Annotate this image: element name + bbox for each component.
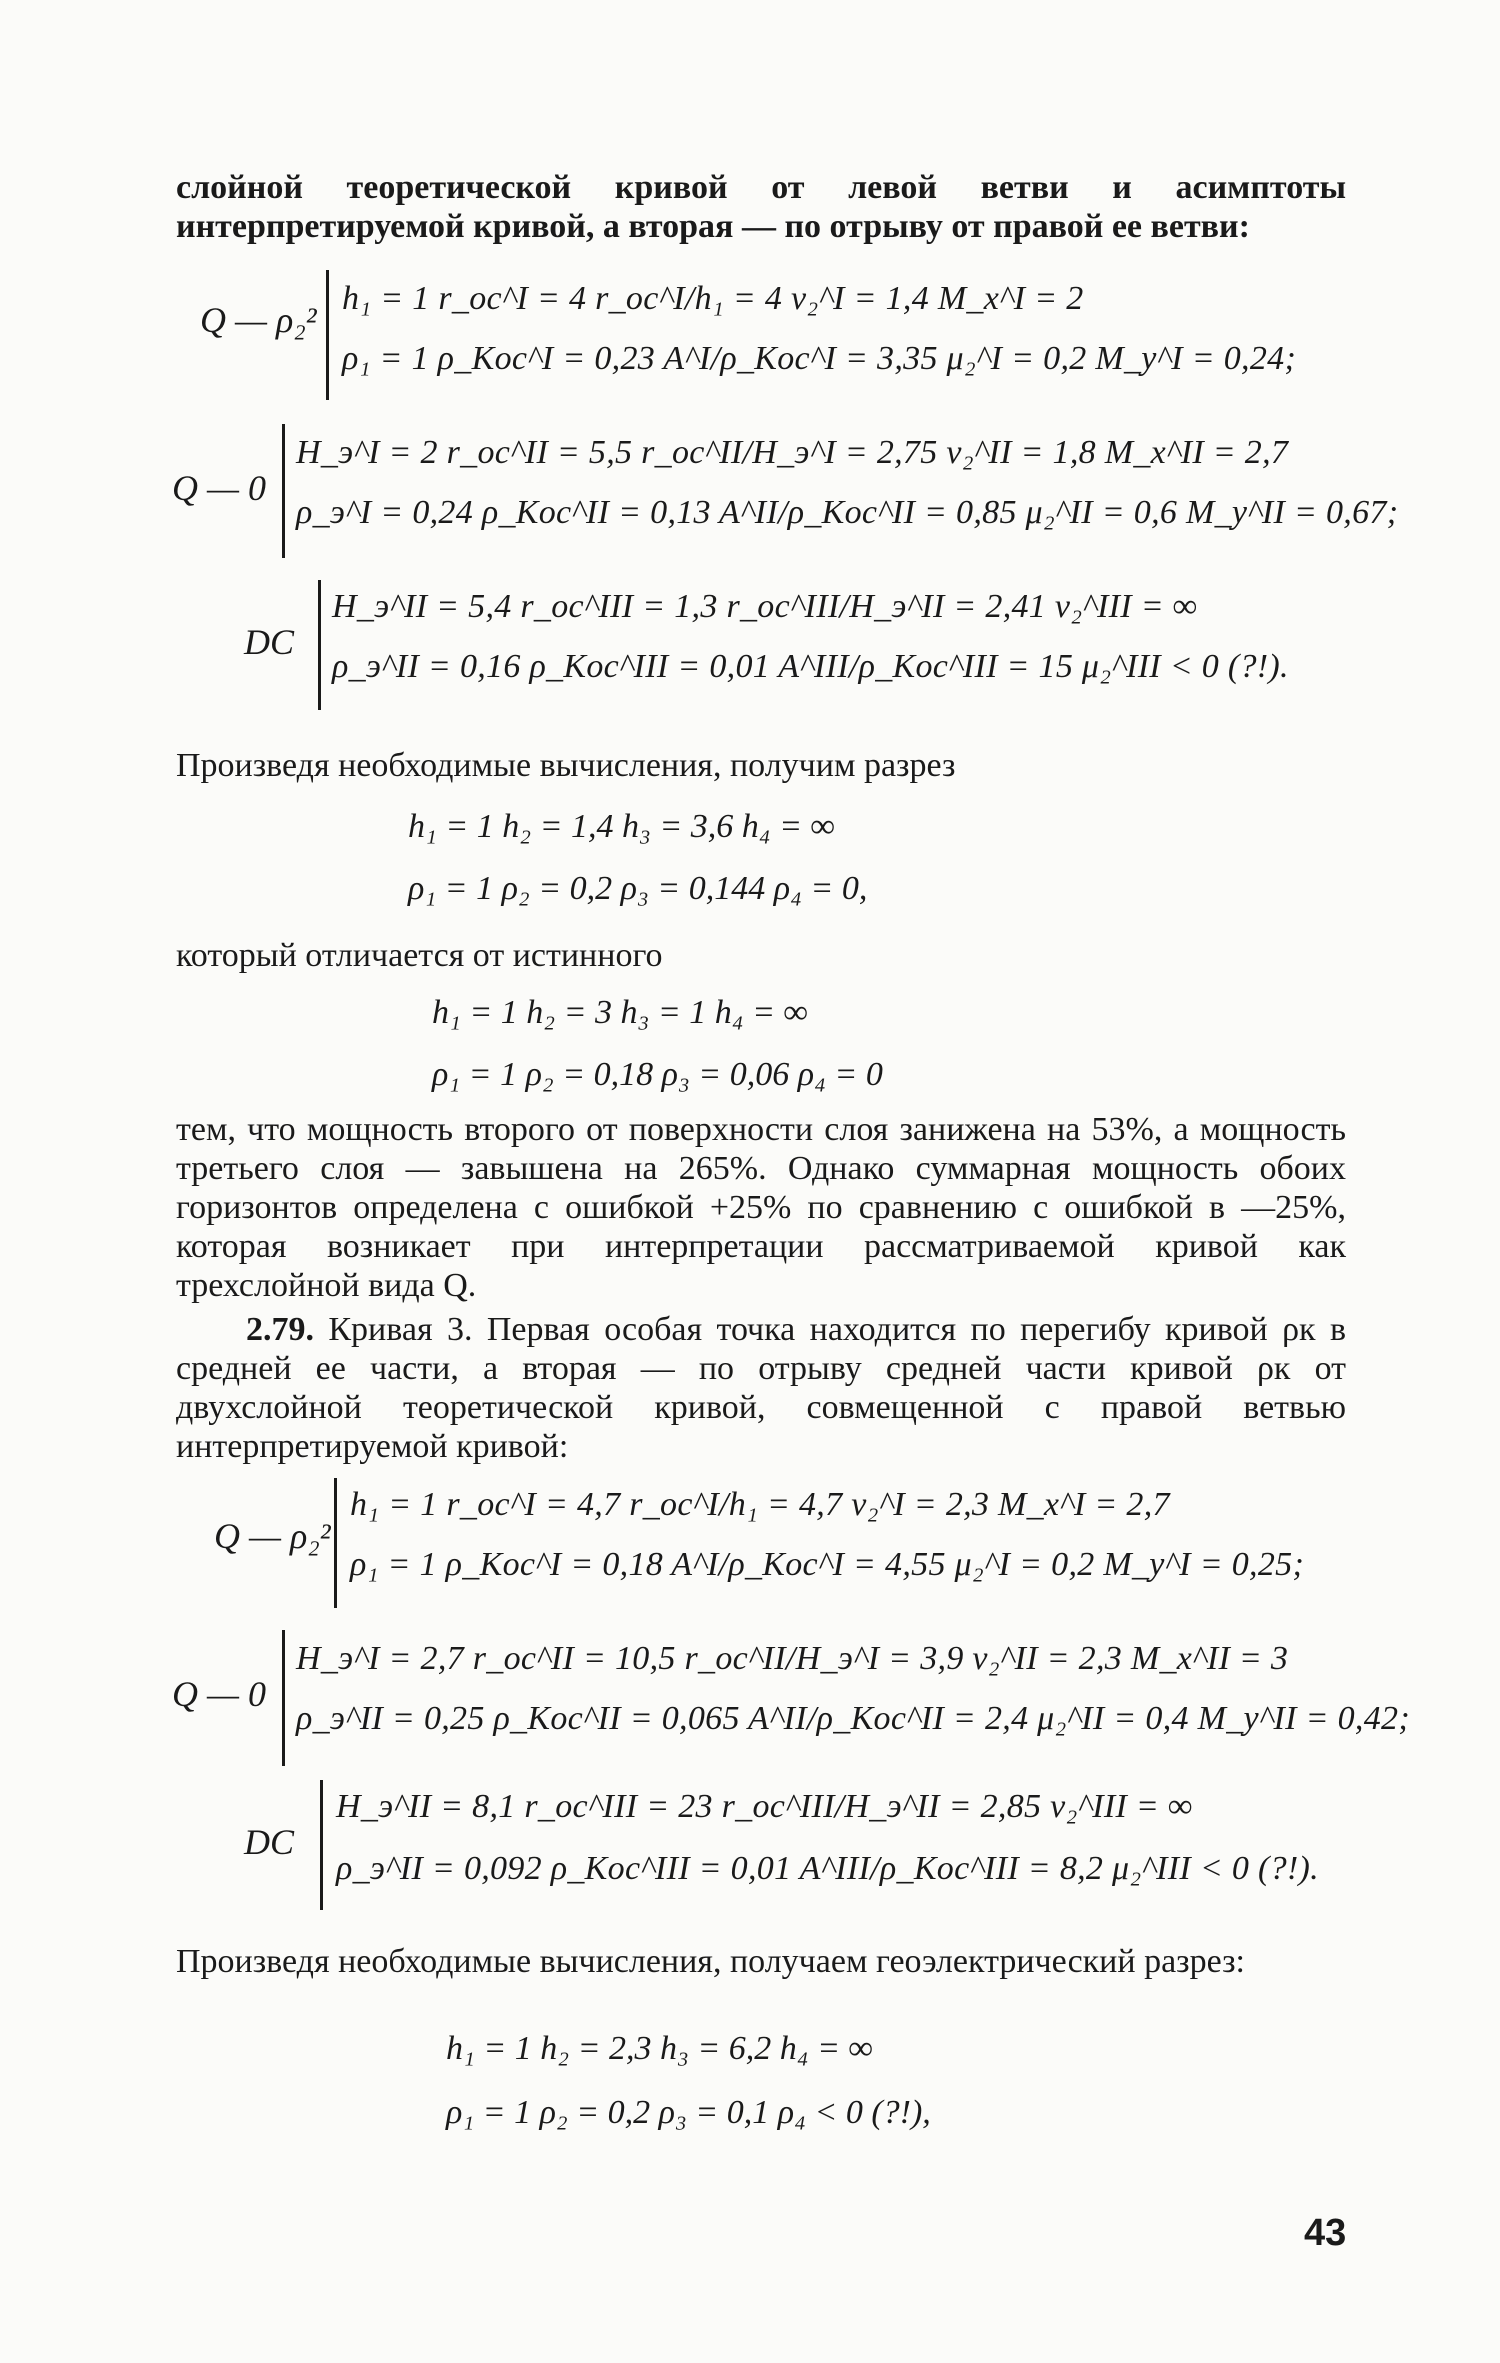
section-row: ρ₁ = 1 ρ₂ = 0,2 ρ₃ = 0,144 ρ₄ = 0, — [408, 870, 868, 907]
equation-row: h₁ = 1 r_oc^I = 4 r_oc^I/h₁ = 4 ν₂^I = 1,4 M_x^I = 2 — [342, 280, 1084, 317]
group-label: Q — 0 — [172, 468, 267, 508]
bracket-bar — [318, 580, 321, 710]
equation-row: ρ_э^II = 0,092 ρ_Koc^III = 0,01 A^III/ρ_Koc^III = 8,2 μ₂^III < 0 (?!). — [336, 1850, 1319, 1887]
equation-row: H_э^I = 2 r_oc^II = 5,5 r_oc^II/H_э^I = 2,75 ν₂^II = 1,8 M_x^II = 2,7 — [296, 434, 1289, 471]
bracket-bar — [334, 1478, 337, 1608]
section-row: ρ₁ = 1 ρ₂ = 0,18 ρ₃ = 0,06 ρ₄ = 0 — [432, 1056, 883, 1093]
group-label: Q — ρ₂² — [214, 1516, 331, 1556]
intro-paragraph: слойной теоретической кривой от левой ветви и асимптоты интерпретируемой кривой, а вторая — по отрыву от правой ее ветви: — [176, 169, 1346, 245]
equation-row: H_э^I = 2,7 r_oc^II = 10,5 r_oc^II/H_э^I = 3,9 ν₂^II = 2,3 M_x^II = 3 — [296, 1640, 1289, 1677]
section-row: ρ₁ = 1 ρ₂ = 0,2 ρ₃ = 0,1 ρ₄ < 0 (?!), — [446, 2094, 931, 2131]
page-number: 43 — [1304, 2212, 1347, 2254]
group-label: DC — [244, 1822, 295, 1862]
paragraph-result-intro: Произведя необходимые вычисления, получим разрез — [176, 747, 956, 784]
bracket-bar — [282, 1630, 285, 1766]
section-row: h₁ = 1 h₂ = 2,3 h₃ = 6,2 h₄ = ∞ — [446, 2030, 873, 2067]
equation-row: H_э^II = 5,4 r_oc^III = 1,3 r_oc^III/H_э^II = 2,41 ν₂^III = ∞ — [332, 588, 1198, 625]
equation-row: h₁ = 1 r_oc^I = 4,7 r_oc^I/h₁ = 4,7 ν₂^I = 2,3 M_x^I = 2,7 — [350, 1486, 1170, 1523]
paragraph-section-2-79: 2.79. Кривая 3. Первая особая точка находится по перегибу кривой ρк в средней ее части, а вторая — по отрыву средней части кривой ρк от двухслойной теоретической кривой, совмещенной с правой ветвью интерпретируемой кривой: — [176, 1311, 1346, 1465]
paragraph-result-intro-2: Произведя необходимые вычисления, получаем геоэлектрический разрез: — [176, 1943, 1245, 1980]
section-row: h₁ = 1 h₂ = 1,4 h₃ = 3,6 h₄ = ∞ — [408, 808, 835, 845]
equation-row: ρ_э^I = 0,24 ρ_Koc^II = 0,13 A^II/ρ_Koc^II = 0,85 μ₂^II = 0,6 M_y^II = 0,67; — [296, 494, 1399, 531]
paragraph-discussion: тем, что мощность второго от поверхности слоя занижена на 53%, а мощность третьего слоя — завышена на 265%. Однако суммарная мощность обоих горизонтов определена с ошибкой +25% по сравнению с ошибкой в —25%, которая возникает при интерпретации рассматриваемой кривой как трехслойной вида Q. — [176, 1111, 1346, 1304]
group-label: Q — 0 — [172, 1674, 267, 1714]
section-number: 2.79. — [246, 1311, 314, 1348]
bracket-bar — [320, 1780, 323, 1910]
bracket-bar — [282, 424, 285, 558]
bracket-bar — [326, 270, 329, 400]
equation-row: ρ₁ = 1 ρ_Koc^I = 0,18 A^I/ρ_Koc^I = 4,55 μ₂^I = 0,2 M_y^I = 0,25; — [350, 1546, 1305, 1583]
section-row: h₁ = 1 h₂ = 3 h₃ = 1 h₄ = ∞ — [432, 994, 808, 1031]
paragraph-true-intro: который отличается от истинного — [176, 937, 663, 974]
equation-row: H_э^II = 8,1 r_oc^III = 23 r_oc^III/H_э^II = 2,85 ν₂^III = ∞ — [336, 1788, 1193, 1825]
group-label: Q — ρ₂² — [200, 300, 317, 340]
equation-row: ρ₁ = 1 ρ_Koc^I = 0,23 A^I/ρ_Koc^I = 3,35 μ₂^I = 0,2 M_y^I = 0,24; — [342, 340, 1297, 377]
group-label: DC — [244, 622, 295, 662]
equation-row: ρ_э^II = 0,16 ρ_Koc^III = 0,01 A^III/ρ_Koc^III = 15 μ₂^III < 0 (?!). — [332, 648, 1289, 685]
equation-row: ρ_э^II = 0,25 ρ_Koc^II = 0,065 A^II/ρ_Koc^II = 2,4 μ₂^II = 0,4 M_y^II = 0,42; — [296, 1700, 1410, 1737]
